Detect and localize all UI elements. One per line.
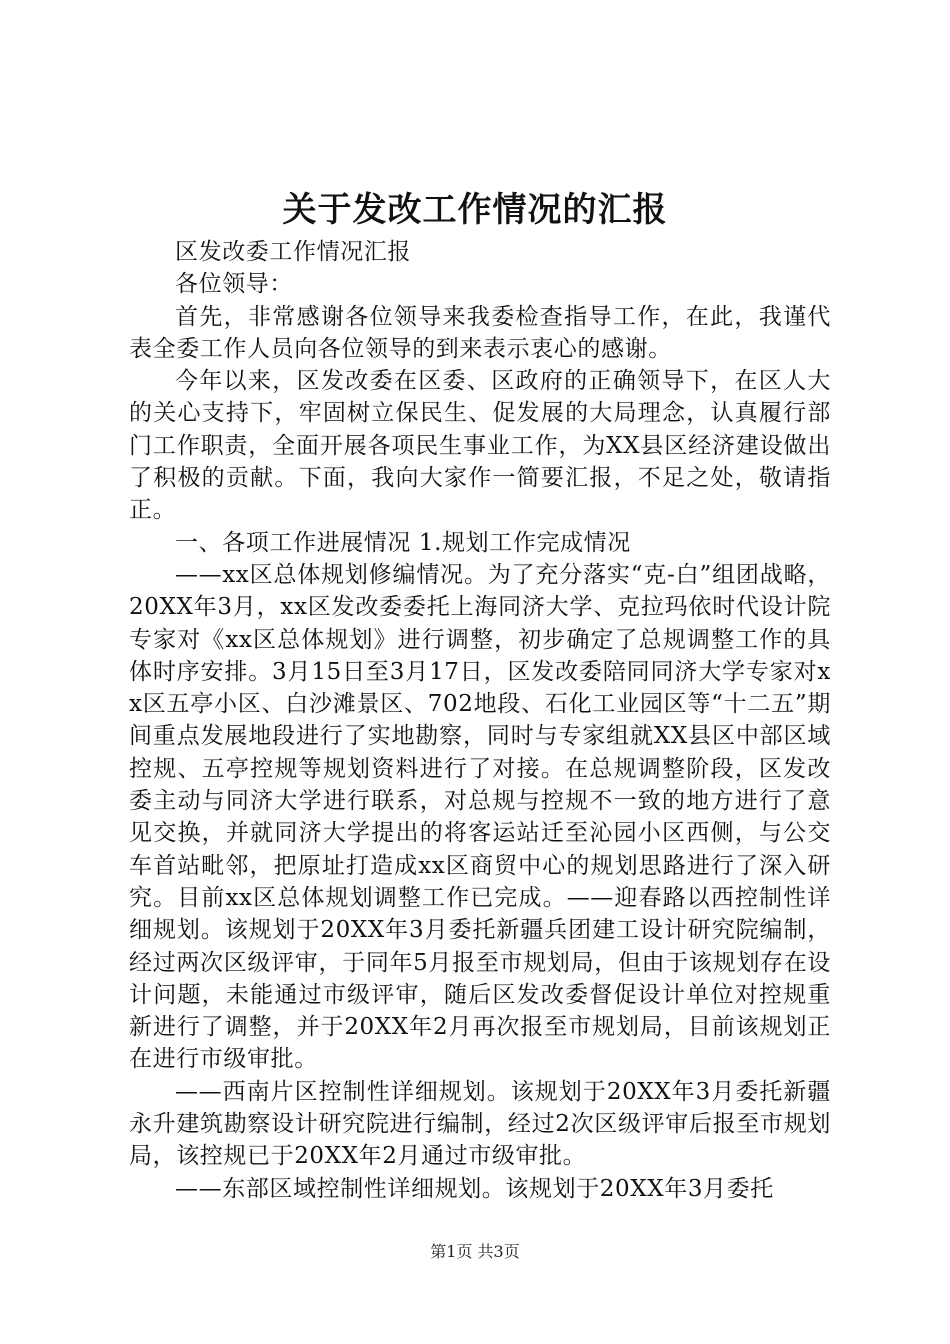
body-paragraph: ——东部区域控制性详细规划。该规划于20XX年3月委托 [175,1175,774,1202]
page-footer: 第1页 共3页 [430,1242,520,1261]
document-title: 关于发改工作情况的汇报 [282,190,668,230]
body-paragraph: 首先，非常感谢各位领导来我委检查指导工作，在此，我谨代表全委工作人员向各位领导的到来表示衷心的感谢。 [129,303,831,362]
body-paragraph: ——西南片区控制性详细规划。该规划于20XX年3月委托新疆永升建筑勘察设计研究院进行编制，经过2次区级评审后报至市规划局，该控规已于20XX年2月通过市级审批。 [129,1078,831,1170]
section-heading: 一、各项工作进展情况 1.规划工作完成情况 [175,529,631,556]
subtitle-paragraph: 区发改委工作情况汇报 [175,239,411,265]
body-paragraph: ——xx区总体规划修编情况。为了充分落实“克-白”组团战略，20XX年3月，xx区发改委委托上海同济大学、克拉玛依时代设计院专家对《xx区总体规划》进行调整，初步确定了总规调整工作的具体时序安排。3月15日至3月17日，区发改委陪同同济大学专家对xx区五亭小区、白沙滩景区、702地段、石化工业园区等“十二五”期间重点发展地段进行了实地勘察，同时与专家组就XX县区中部区域控规、五亭控规等规划资料进行了对接。在总规调整阶段，区发改委主动与同济大学进行联系，对总规与控规不一致的地方进行了意见交换，并就同济大学提出的将客运站迁至沁园小区西侧，与公交车首站毗邻，把原址打造成xx区商贸中心的规划思路进行了深入研究。目前xx区总体规划调整工作已完成。——迎春路以西控制性详细规划。该规划于20XX年3月委托新疆兵团建工设计研究院编制，经过两次区级评审，于同年5月报至市规划局，但由于该规划存在设计问题，未能通过市级评审，随后区发改委督促设计单位对控规重新进行了调整，并于20XX年2月再次报至市规划局，目前该规划正在进行市级审批。 [129,561,831,1073]
salutation-paragraph: 各位领导： [175,271,293,298]
body-paragraph: 今年以来，区发改委在区委、区政府的正确领导下，在区人大的关心支持下，牢固树立保民生、促发展的大局理念，认真履行部门工作职责，全面开展各项民生事业工作，为XX县区经济建设做出了积极的贡献。下面，我向大家作一简要汇报，不足之处，敬请指正。 [129,368,831,524]
document-body [129,236,831,1205]
